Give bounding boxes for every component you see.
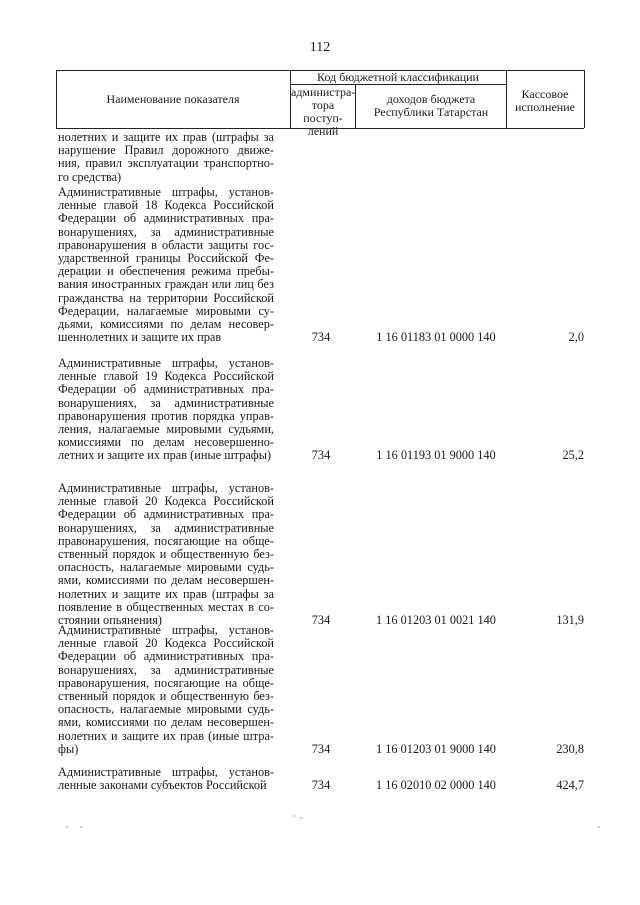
name-line: го средства) — [58, 169, 122, 184]
table-row-name — [58, 624, 274, 756]
name-line: дерации и обеспечения режима пребы- — [58, 264, 274, 279]
name-line: Федерации об административных пра- — [58, 507, 274, 522]
header-execution: Кассовое исполнение — [515, 87, 575, 114]
name-line: ленные главой 20 Кодекса Российской — [58, 636, 274, 651]
execution-amount: 2,0 — [568, 330, 584, 345]
name-line: шеннолетних и защите их прав — [58, 330, 222, 345]
name-line: фы) — [58, 741, 79, 756]
name-line: опасность, налагаемые мировыми судь- — [58, 702, 274, 717]
name-line: ления, налагаемые мировыми судьями, — [58, 421, 274, 436]
name-line: ями, комиссиями по делам несовершен- — [58, 715, 274, 730]
name-line: Федерации об административных пра- — [58, 649, 274, 664]
header-revenue: доходов бюджета Республики Татарстан — [373, 92, 489, 119]
name-line: летних и защите их прав (иные штрафы) — [58, 448, 272, 463]
revenue-code: 1 16 01203 01 0021 140 — [376, 613, 496, 627]
name-line: ленные законами субъектов Российской — [58, 778, 267, 793]
revenue-code: 1 16 01193 01 9000 140 — [376, 448, 496, 463]
name-line: комиссиями по делам несовершенно- — [58, 435, 274, 450]
name-line: вания иностранных граждан или лиц без — [58, 277, 274, 292]
name-line: ленные главой 19 Кодекса Российской — [58, 369, 274, 384]
name-line: ния, правил эксплуатации транспортно- — [58, 156, 274, 171]
name-line: правонарушения в области защиты гос- — [58, 237, 274, 252]
admin-code: 734 — [311, 448, 331, 463]
header-administrator: администра- тора поступ- лений — [291, 85, 356, 138]
header-indicator: Наименование показателя — [106, 92, 240, 106]
execution-amount: 131,9 — [556, 613, 584, 627]
name-line: Административные штрафы, установ- — [58, 481, 274, 495]
name-line: дьями, комиссиями по делам несовер- — [58, 316, 274, 331]
name-line: опасность, налагаемые мировыми судь- — [58, 560, 274, 575]
name-line: ственный порядок и общественную без- — [58, 546, 274, 561]
revenue-code: 1 16 02010 02 0000 140 — [376, 778, 496, 793]
scan-dot — [598, 826, 600, 828]
name-line: ленные главой 18 Кодекса Российской — [58, 198, 274, 213]
name-line: Административные штрафы, установ- — [58, 185, 274, 199]
name-line: гражданства на территории Российской — [58, 290, 274, 305]
page-number: 112 — [309, 40, 331, 55]
name-line: ударственной границы Российской Фе- — [58, 250, 274, 265]
name-line: правонарушения против порядка управ- — [58, 408, 274, 423]
name-line: ленные главой 20 Кодекса Российской — [58, 494, 274, 509]
name-line: вонарушениях, за административные — [58, 395, 274, 410]
execution-amount: 25,2 — [562, 448, 584, 463]
name-line: стоянии опьянения) — [58, 612, 163, 627]
header-classification-group: Код бюджетной классификации — [317, 70, 479, 84]
scan-dot — [293, 815, 295, 817]
name-line: правонарушения, посягающие на обще- — [58, 533, 274, 548]
name-line: Федерации об административных пра- — [58, 211, 274, 226]
name-line: ями, комиссиями по делам несовершен- — [58, 573, 274, 588]
table-row-name — [58, 766, 274, 792]
admin-code: 734 — [311, 613, 331, 627]
scan-dot — [66, 826, 68, 828]
name-line: вонарушениях, за административные — [58, 520, 274, 535]
table-row-name — [58, 482, 274, 627]
execution-amount: 230,8 — [556, 741, 584, 756]
name-line: вонарушениях, за административные — [58, 224, 274, 239]
name-line: Административные штрафы, установ- — [58, 356, 274, 370]
admin-code: 734 — [311, 330, 331, 345]
revenue-code: 1 16 01203 01 9000 140 — [376, 741, 496, 756]
revenue-code: 1 16 01183 01 0000 140 — [376, 330, 496, 345]
name-line: ственный порядок и общественную без- — [58, 688, 274, 703]
name-line: появление в общественных местах в со- — [58, 599, 274, 614]
admin-code: 734 — [311, 778, 331, 793]
table-row-name — [58, 186, 274, 344]
name-line: правонарушения, посягающие на обще- — [58, 675, 274, 690]
name-line: вонарушениях, за административные — [58, 662, 274, 677]
name-line: нолетних и защите их прав (штрафы за — [58, 586, 274, 601]
name-line: Федерации об административных пра- — [58, 382, 274, 397]
name-line: нолетних и защите их прав (штрафы за — [58, 130, 274, 144]
scan-dot — [300, 817, 302, 819]
name-line: Административные штрафы, установ- — [58, 623, 274, 637]
admin-code: 734 — [311, 741, 331, 756]
table-row-name — [58, 357, 274, 463]
scan-dot — [80, 826, 82, 828]
name-line: Административные штрафы, установ- — [58, 765, 274, 779]
table-row-name — [58, 131, 274, 184]
execution-amount: 424,7 — [556, 778, 584, 793]
name-line: Федерации, налагаемые мировыми су- — [58, 303, 274, 318]
name-line: нолетних и защите их прав (иные штра- — [58, 728, 274, 743]
name-line: нарушение Правил дорожного движе- — [58, 143, 274, 158]
